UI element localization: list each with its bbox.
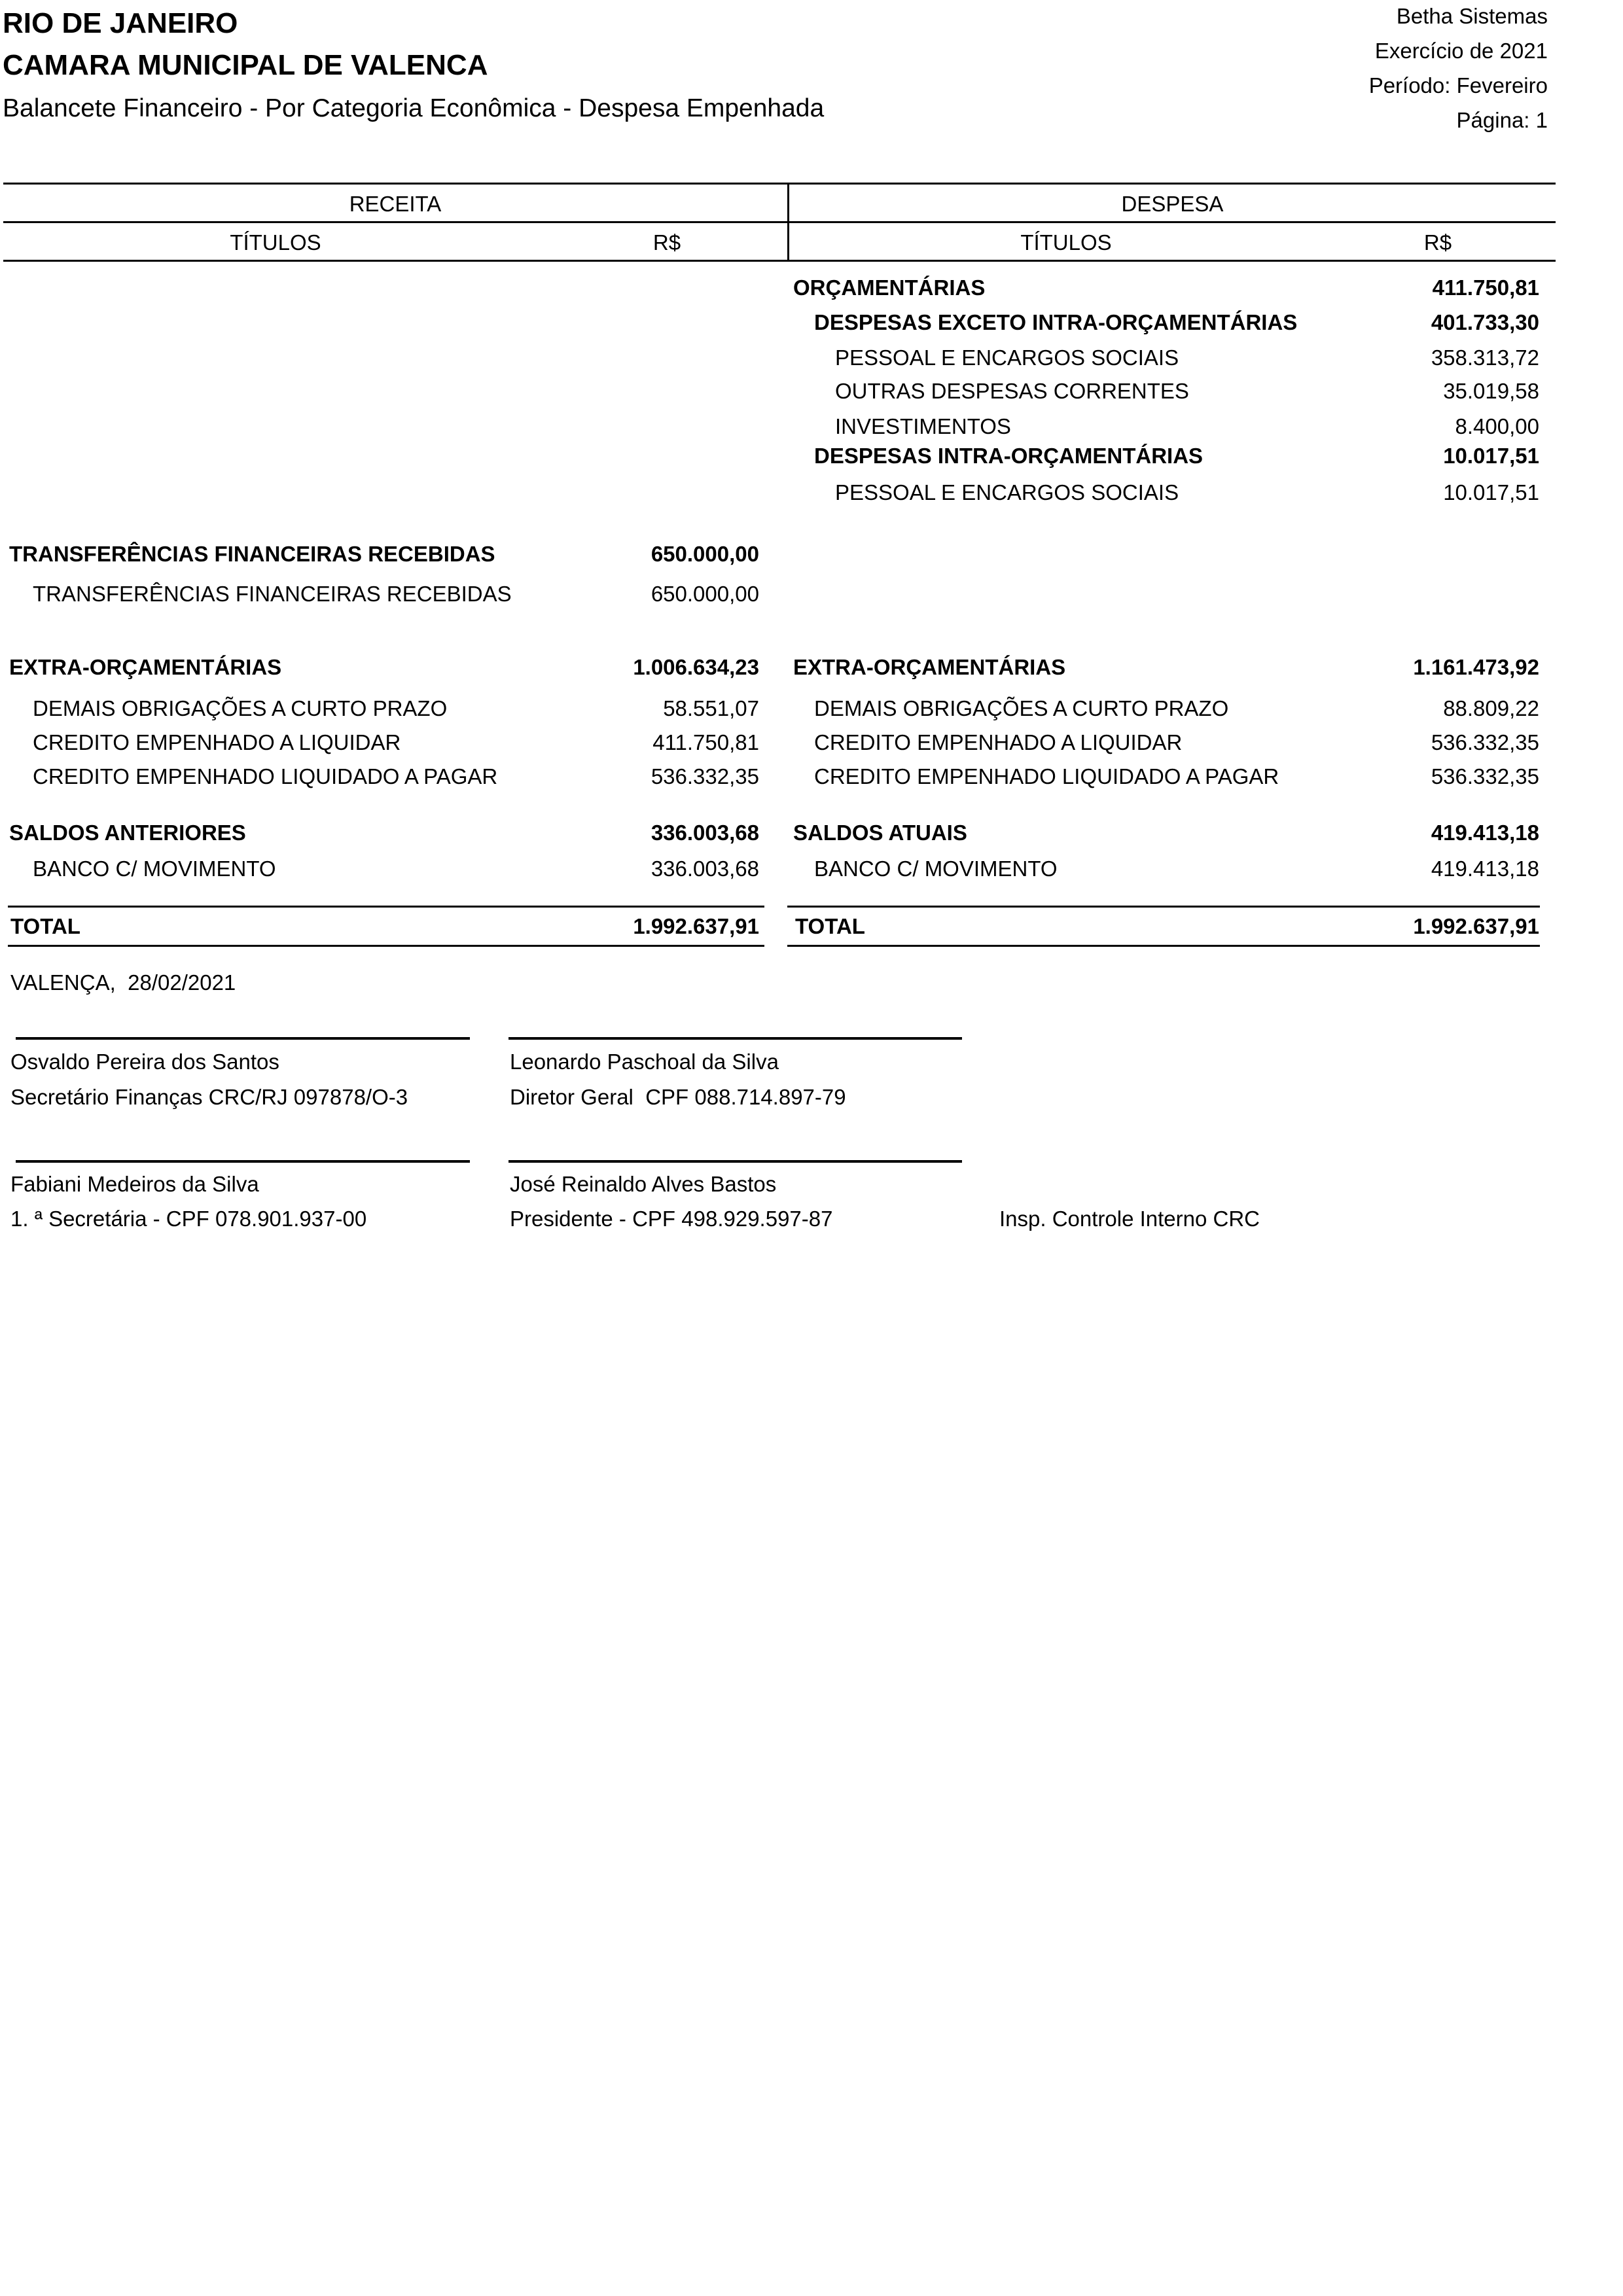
signature-name-4: José Reinaldo Alves Bastos: [510, 1172, 777, 1196]
row-label: CREDITO EMPENHADO LIQUIDADO A PAGAR: [814, 764, 1279, 788]
ledger-row: [0, 541, 1623, 567]
signature-line-1: [16, 1037, 470, 1040]
row-value: 88.809,22: [1443, 696, 1539, 720]
ledger-row: [0, 764, 1623, 790]
row-label: OUTRAS DESPESAS CORRENTES: [835, 379, 1189, 403]
row-value: 411.750,81: [1432, 275, 1539, 300]
row-label: CREDITO EMPENHADO A LIQUIDAR: [814, 730, 1183, 754]
row-label: DEMAIS OBRIGAÇÕES A CURTO PRAZO: [33, 696, 448, 720]
exercise-label: Exercício de 2021: [1374, 39, 1548, 63]
ledger-row: [0, 581, 1623, 607]
signature-line-4: [508, 1160, 962, 1163]
row-value: 536.332,35: [651, 764, 759, 788]
row-label: BANCO C/ MOVIMENTO: [814, 857, 1058, 881]
table-rule-bottom: [3, 260, 1556, 262]
row-label: TRANSFERÊNCIAS FINANCEIRAS RECEBIDAS: [33, 582, 512, 606]
row-label: BANCO C/ MOVIMENTO: [33, 857, 276, 881]
ledger-row: [0, 654, 1623, 680]
row-label: DESPESAS INTRA-ORÇAMENTÁRIAS: [814, 444, 1204, 468]
ledger-row: [0, 378, 1623, 404]
despesa-total-value: 1.992.637,91: [1413, 914, 1539, 938]
row-label: EXTRA-ORÇAMENTÁRIAS: [9, 655, 282, 679]
row-label: SALDOS ANTERIORES: [9, 821, 246, 845]
ledger-row: [0, 275, 1623, 301]
ledger-row: [0, 820, 1623, 846]
titulos-header-right: TÍTULOS: [1020, 230, 1112, 255]
row-label: CREDITO EMPENHADO A LIQUIDAR: [33, 730, 401, 754]
row-label: SALDOS ATUAIS: [793, 821, 967, 845]
row-value: 336.003,68: [651, 821, 759, 845]
row-value: 358.313,72: [1431, 345, 1539, 370]
signature-line-2: [508, 1037, 962, 1040]
report-title: Balancete Financeiro - Por Categoria Econômica - Despesa Empenhada: [3, 94, 825, 122]
despesa-total-label: TOTAL: [795, 914, 865, 938]
row-label: PESSOAL E ENCARGOS SOCIAIS: [835, 345, 1179, 370]
signature-role-4: Presidente - CPF 498.929.597-87: [510, 1207, 833, 1231]
row-label: INVESTIMENTOS: [835, 414, 1011, 438]
total-rule-right-bottom: [787, 945, 1540, 947]
report-meta: [1369, 4, 1548, 143]
row-value: 536.332,35: [1431, 764, 1539, 788]
receita-total-label: TOTAL: [10, 914, 80, 938]
row-value: 58.551,07: [663, 696, 759, 720]
total-rule-left-bottom: [8, 945, 764, 947]
signature-role-2: Diretor Geral CPF 088.714.897-79: [510, 1085, 846, 1109]
ledger-row: [0, 345, 1623, 371]
signature-role-1: Secretário Finanças CRC/RJ 097878/O-3: [10, 1085, 408, 1109]
internal-control-label: Insp. Controle Interno CRC: [999, 1207, 1260, 1231]
ledger-row: [0, 730, 1623, 756]
page-number-label: Página: 1: [1456, 108, 1548, 132]
total-rule-left-top: [8, 906, 764, 908]
titulos-header-left: TÍTULOS: [230, 230, 321, 255]
ledger-row: [0, 414, 1623, 440]
signature-line-3: [16, 1160, 470, 1163]
row-label: CREDITO EMPENHADO LIQUIDADO A PAGAR: [33, 764, 498, 788]
row-value: 536.332,35: [1431, 730, 1539, 754]
total-rule-right-top: [787, 906, 1540, 908]
row-value: 650.000,00: [651, 582, 759, 606]
row-label: TRANSFERÊNCIAS FINANCEIRAS RECEBIDAS: [9, 542, 495, 566]
row-value: 336.003,68: [651, 857, 759, 881]
row-value: 401.733,30: [1431, 310, 1539, 334]
signature-name-2: Leonardo Paschoal da Silva: [510, 1050, 779, 1074]
currency-header-right: R$: [1423, 230, 1452, 255]
signature-role-3: 1. ª Secretária - CPF 078.901.937-00: [10, 1207, 367, 1231]
ledger-row: [0, 443, 1623, 469]
row-label: ORÇAMENTÁRIAS: [793, 275, 986, 300]
row-label: EXTRA-ORÇAMENTÁRIAS: [793, 655, 1066, 679]
table-rule-top: [3, 183, 1556, 185]
signature-name-1: Osvaldo Pereira dos Santos: [10, 1050, 279, 1074]
vendor-label: Betha Sistemas: [1396, 4, 1548, 28]
place-date: VALENÇA, 28/02/2021: [10, 970, 236, 995]
row-value: 10.017,51: [1443, 480, 1539, 504]
ledger-row: [0, 696, 1623, 722]
row-value: 35.019,58: [1443, 379, 1539, 403]
row-label: DESPESAS EXCETO INTRA-ORÇAMENTÁRIAS: [814, 310, 1298, 334]
ledger-row: [0, 309, 1623, 336]
row-value: 1.006.634,23: [633, 655, 759, 679]
ledger-row: [0, 480, 1623, 506]
row-label: PESSOAL E ENCARGOS SOCIAIS: [835, 480, 1179, 504]
currency-header-left: R$: [652, 230, 681, 255]
entity-title: CAMARA MUNICIPAL DE VALENCA: [3, 49, 488, 81]
row-value: 8.400,00: [1455, 414, 1539, 438]
signature-name-3: Fabiani Medeiros da Silva: [10, 1172, 259, 1196]
row-value: 10.017,51: [1443, 444, 1539, 468]
period-label: Período: Fevereiro: [1368, 73, 1548, 97]
row-value: 1.161.473,92: [1413, 655, 1539, 679]
row-label: DEMAIS OBRIGAÇÕES A CURTO PRAZO: [814, 696, 1229, 720]
receita-header: RECEITA: [349, 192, 442, 216]
despesa-header: DESPESA: [1121, 192, 1224, 216]
receita-total-value: 1.992.637,91: [633, 914, 759, 938]
row-value: 411.750,81: [652, 730, 759, 754]
row-value: 419.413,18: [1431, 857, 1539, 881]
state-title: RIO DE JANEIRO: [3, 7, 238, 39]
row-value: 650.000,00: [651, 542, 759, 566]
row-value: 419.413,18: [1431, 821, 1539, 845]
ledger-row: [0, 856, 1623, 882]
table-rule-mid: [3, 221, 1556, 223]
